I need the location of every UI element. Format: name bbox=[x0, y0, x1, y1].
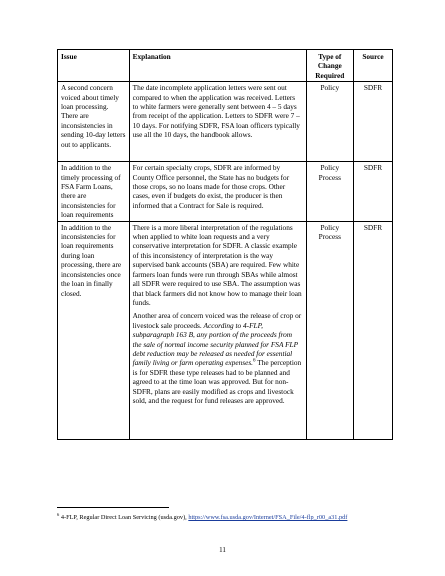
source-cell: SDFR bbox=[353, 162, 392, 221]
footnote bbox=[57, 511, 402, 522]
header-type-of-change: Type of Change Required bbox=[306, 50, 353, 82]
table-header-row bbox=[58, 50, 393, 82]
header-source: Source bbox=[353, 50, 392, 82]
explanation-paragraph bbox=[133, 311, 303, 405]
header-issue: Issue bbox=[58, 50, 130, 82]
footnote-link[interactable]: https://www.fsa.usda.gov/Internet/FSA_File/4-flp_r00_a31.pdf bbox=[188, 514, 348, 521]
type-cell: Policy bbox=[306, 82, 353, 162]
page-number: 11 bbox=[219, 546, 226, 554]
type-cell: Policy Process bbox=[306, 162, 353, 221]
table-row bbox=[58, 162, 393, 221]
explanation-text: The perception is for SDFR these type releases had to be planned and agreed to at the time loan was approved. But for non-SDFR, plans are easily modified as crops and livestock sold, and the request for fund releases are approved. bbox=[132, 358, 302, 405]
header-explanation: Explanation bbox=[129, 50, 306, 82]
explanation-cell bbox=[129, 221, 306, 439]
footnote-number: 6 bbox=[57, 511, 60, 517]
source-cell: SDFR bbox=[353, 82, 392, 162]
issues-table bbox=[57, 49, 393, 440]
table-row bbox=[58, 82, 393, 162]
issue-cell: A second concern voiced about timely loan processing. There are inconsistencies in sending 10-day letters out to applicants. bbox=[58, 82, 130, 162]
footnote-reference[interactable]: 6 bbox=[253, 358, 256, 364]
issue-cell: In addition to the inconsistencies for loan requirements during loan processing, there are inconsistencies once the loan in finally closed. bbox=[58, 221, 130, 439]
explanation-cell: The date incomplete application letters were sent out compared to when the application was received. Letters to white farmers were generally sent between 4 – 5 days from receipt of the application. Letters to SDFR were 7 – 10 days. For notifying SDFR, FSA loan officers typically use all the 10 days, the handbook allows. bbox=[129, 82, 306, 162]
explanation-cell: For certain specialty crops, SDFR are informed by County Office personnel, the State has no budgets for those crops, so no loans made for those crops. Other cases, even if budgets do exist, the producer is then informed that a Contract for Sale is required. bbox=[129, 162, 306, 221]
footnote-text: 4-FLP, Regular Direct Loan Servicing (usda.gov), bbox=[59, 514, 189, 521]
source-cell: SDFR bbox=[353, 221, 392, 439]
explanation-text: Another area of concern voiced was the release of crop or livestock sale proceeds. bbox=[132, 311, 302, 330]
footnote-divider bbox=[57, 507, 169, 508]
issue-cell: In addition to the timely processing of FSA Farm Loans, there are inconsistencies for loan requirements bbox=[58, 162, 130, 221]
type-cell: Policy Process bbox=[306, 221, 353, 439]
table-row bbox=[58, 221, 393, 439]
regulation-quote: According to 4-FLP, subparagraph 163 B, any portion of the proceeds from the sale of normal income security planned for FSA FLP debt reduction may be released as needed for essential family living or farm operating expenses. bbox=[132, 320, 298, 368]
explanation-paragraph: There is a more liberal interpretation of the regulations when applied to white loan requests and a very conservative interpretation for SDFR. A classic example of this inconsistency of interpretation is the way supervised bank accounts (SBA) are required. Few white farmers loan funds were run through SBAs while almost all SDFR were required to use SBA. The assumption was that black farmers did not know how to manage their loan funds. bbox=[132, 222, 302, 307]
